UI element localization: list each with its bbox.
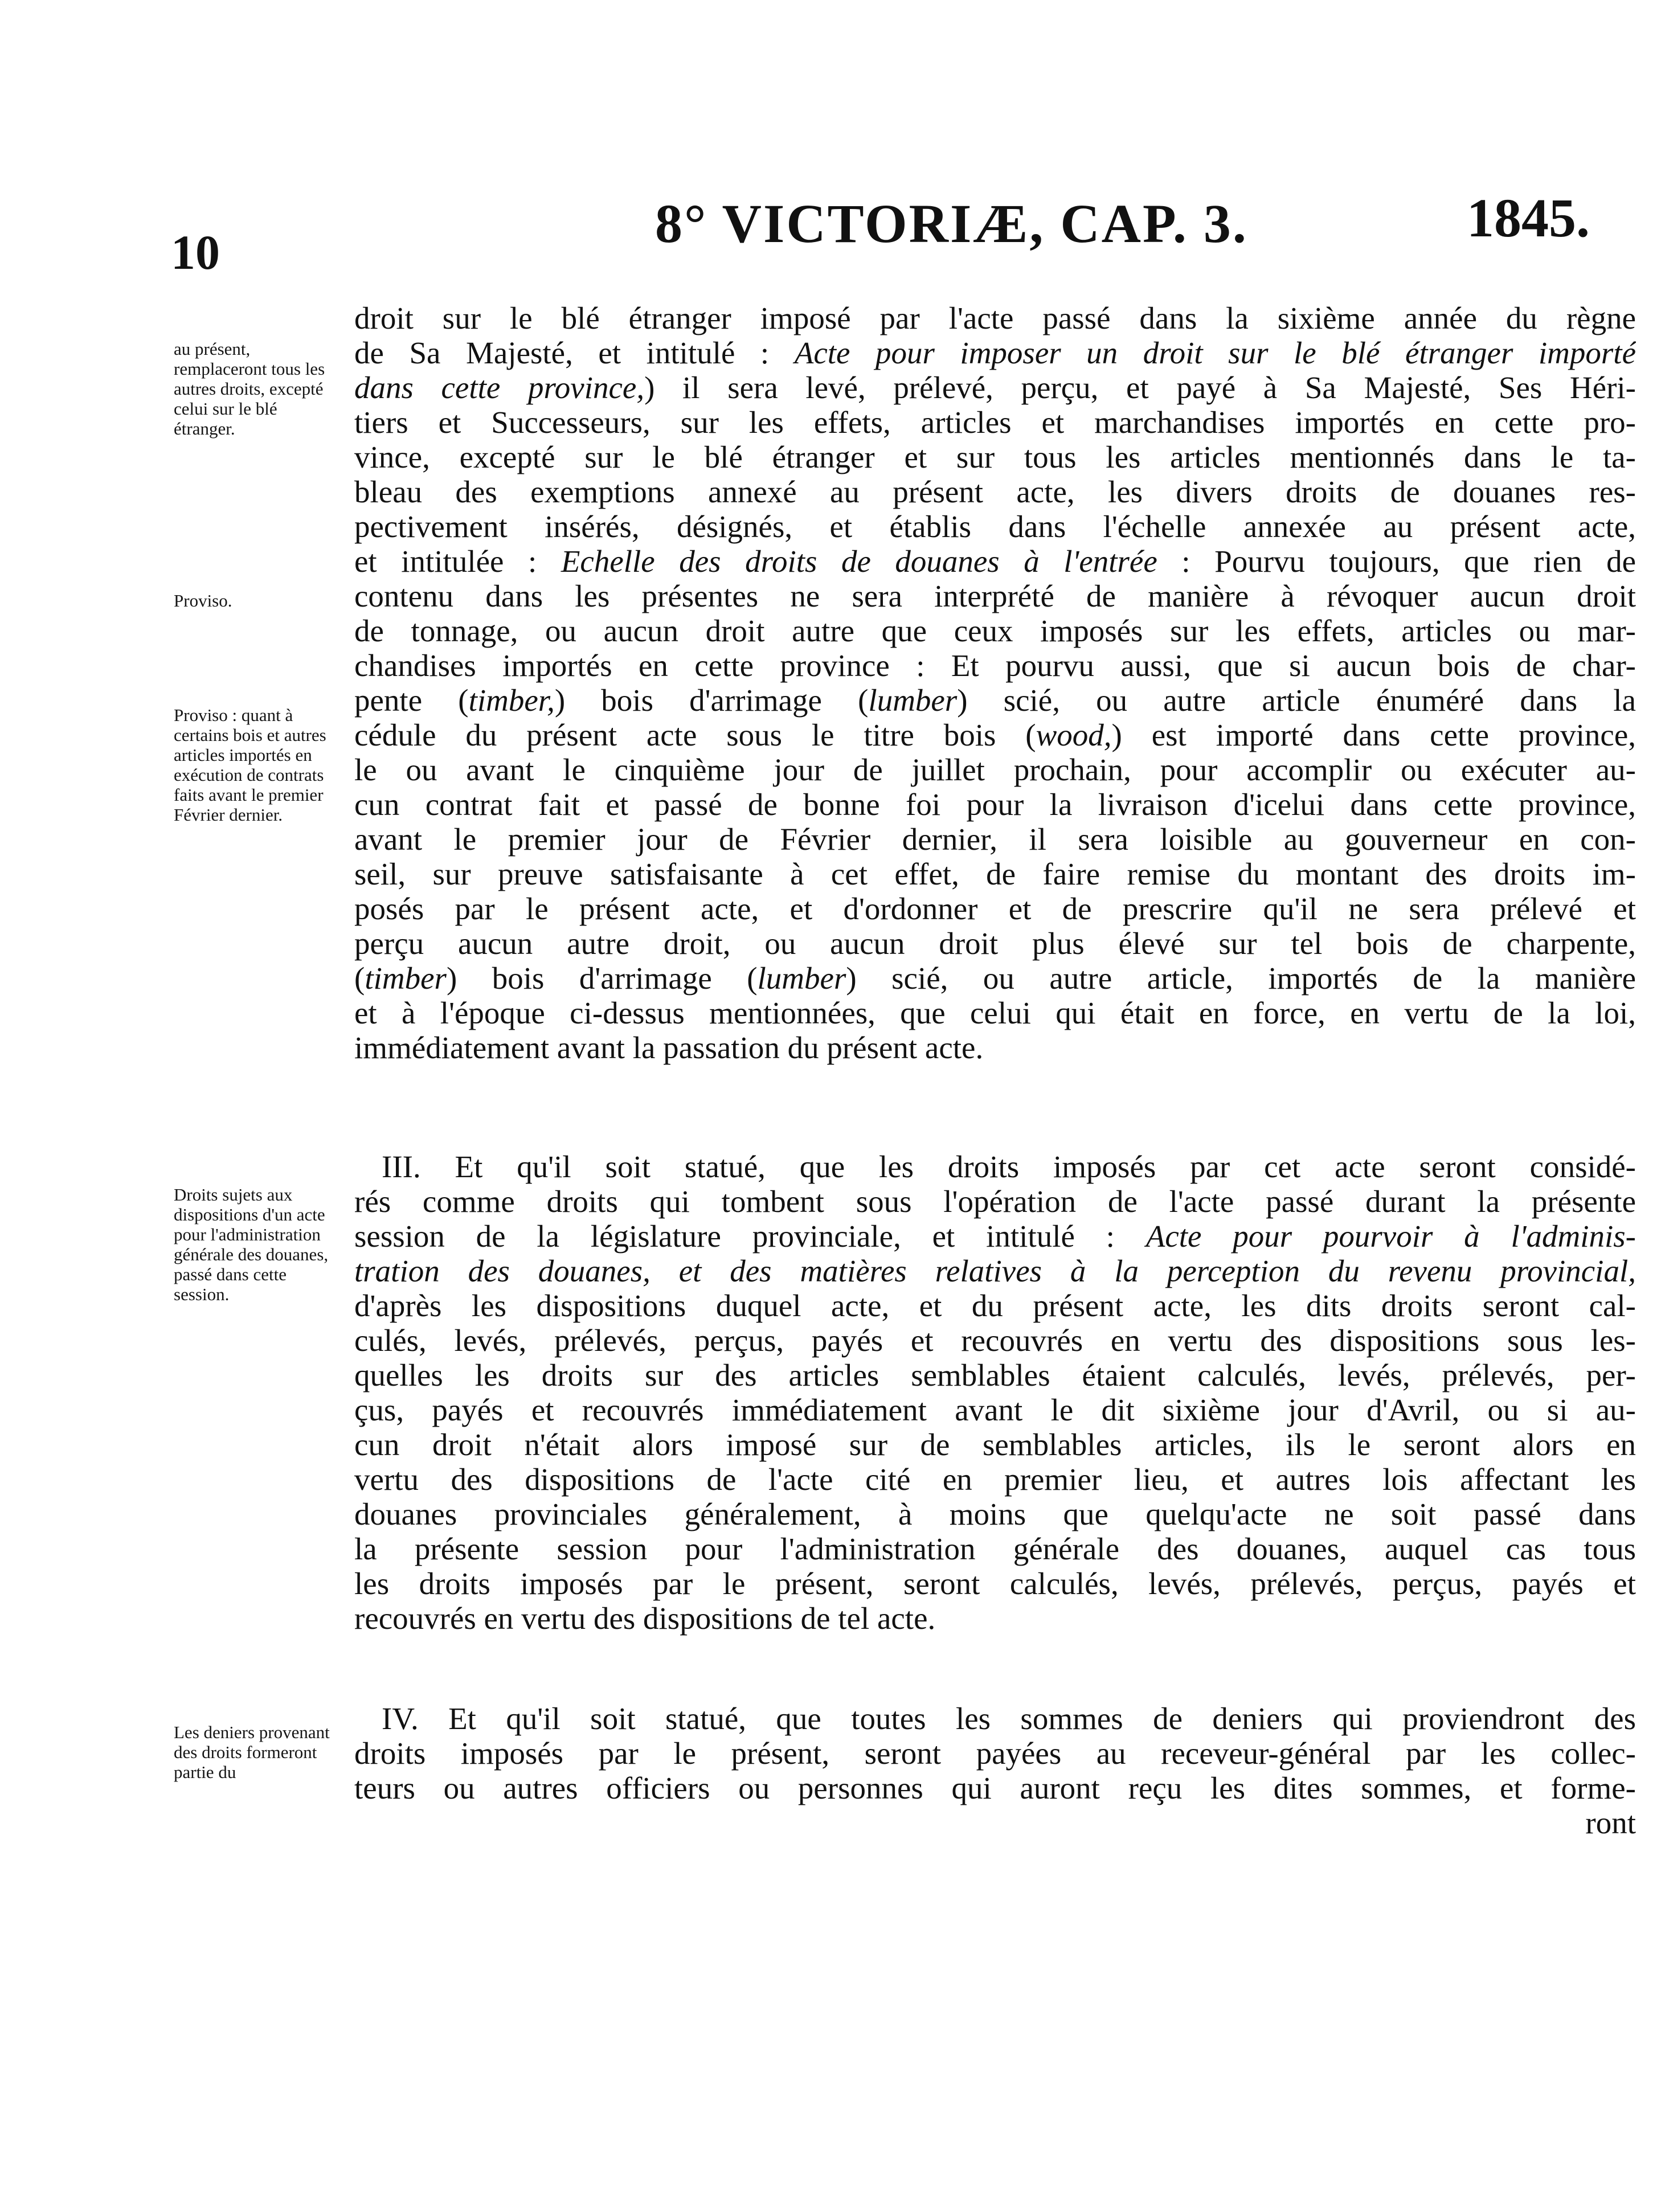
text-line [354,1030,1636,1065]
text-segment: ) bois d'arrimage ( [554,683,869,718]
text-line [354,1736,1636,1771]
text-segment: tiers et Successeurs, sur les effets, articles et marchandises importés en cette pro- [354,405,1636,440]
text-line [354,1566,1636,1601]
text-segment: vertu des dispositions de l'acte cité en premier lieu, et autres lois affectant les [354,1462,1636,1497]
text-line [354,1392,1636,1427]
header-year: 1845. [1467,187,1590,248]
text-segment: cédule du présent acte sous le titre bois ( [354,718,1036,752]
text-line [354,1601,1636,1636]
text-segment: le ou avant le cinquième jour de juillet prochain, pour accomplir ou exécuter au- [354,752,1636,787]
text-line [354,509,1636,544]
italic-text: timber [365,961,447,996]
text-segment: recouvrés en vertu des dispositions de tel acte. [354,1601,936,1636]
page-number: 10 [171,225,220,280]
text-segment: session de la législature provinciale, et intitulé : [354,1219,1146,1254]
text-segment: la présente session pour l'administration générale des douanes, auquel cas tous [354,1531,1636,1566]
italic-text: Acte pour pourvoir à l'adminis- [1145,1219,1636,1254]
margin-note-proviso-timber: Proviso : quant à certains bois et autres articles importés en exécution de contrats faits avant le premier Février dernier. [174,705,326,825]
text-segment: de Sa Majesté, et intitulé : [354,335,795,370]
text-line [354,961,1636,996]
text-line [354,613,1636,648]
text-segment: teurs ou autres officiers ou personnes qui auront reçu les dites sommes, et forme- [354,1771,1636,1805]
text-segment: d'après les dispositions duquel acte, et du présent acte, les dits droits seront cal- [354,1288,1636,1323]
text-segment: ) scié, ou autre article énuméré dans la [957,683,1636,718]
text-segment: perçu aucun autre droit, ou aucun droit plus élevé sur tel bois de charpente, [354,926,1636,961]
text-line [354,1531,1636,1566]
text-line [354,1771,1636,1805]
text-segment: ) est importé dans cette province, [1111,718,1636,752]
text-segment: : Pourvu toujours, que rien de [1157,544,1636,579]
text-segment: les droits imposés par le présent, seront calculés, levés, prélevés, perçus, payés et [354,1566,1636,1601]
text-line [354,857,1636,891]
text-segment: droits imposés par le présent, seront payées au receveur-général par les collec- [354,1736,1636,1771]
text-segment: et à l'époque ci-dessus mentionnées, que celui qui était en force, en vertu de la loi, [354,996,1636,1030]
text-segment: ) scié, ou autre article, importés de la manière [846,961,1636,996]
paragraph-section-3 [354,1149,1636,1636]
text-line [354,1427,1636,1462]
text-segment: pectivement insérés, désignés, et établis dans l'échelle annexée au présent acte, [354,509,1636,544]
text-segment: droit sur le blé étranger imposé par l'acte passé dans la sixième année du règne [354,301,1636,335]
text-line [354,996,1636,1030]
margin-note-moneys: Les deniers provenant des droits formeront partie du [174,1722,330,1782]
text-line [354,370,1636,405]
text-segment: et intitulée : [354,544,561,579]
text-line [354,787,1636,822]
text-segment: ront [1585,1805,1636,1840]
text-segment: avant le premier jour de Février dernier, il sera loisible au gouverneur en con- [354,822,1636,857]
text-segment: chandises importés en cette province : Et pourvu aussi, que si aucun bois de char- [354,648,1636,683]
italic-text: Acte pour imposer un droit sur le blé étranger importé [794,335,1636,370]
italic-text: lumber [868,683,958,718]
text-line [354,683,1636,718]
italic-text: lumber [757,961,846,996]
text-line [354,1184,1636,1219]
text-line [354,301,1636,335]
text-line [354,1323,1636,1358]
text-segment: douanes provinciales généralement, à moins que quelqu'acte ne soit passé dans [354,1497,1636,1531]
text-segment: IV. Et qu'il soit statué, que toutes les sommes de deniers qui proviendront des [382,1701,1636,1736]
text-segment: ( [354,961,365,996]
text-line [354,926,1636,961]
text-segment: immédiatement avant la passation du présent acte. [354,1030,984,1065]
text-line [354,718,1636,752]
text-line [354,1462,1636,1497]
text-line [354,891,1636,926]
text-segment: rés comme droits qui tombent sous l'opération de l'acte passé durant la présente [354,1184,1636,1219]
text-line [354,1149,1636,1184]
italic-text: timber, [468,683,555,718]
italic-text: Echelle des droits de douanes à l'entrée [560,544,1157,579]
text-line [354,405,1636,440]
text-line [354,1805,1636,1840]
margin-note: au présent, remplaceront tous les autres droits, excepté celui sur le blé étranger. [174,339,325,439]
text-segment: ) bois d'arrimage ( [446,961,758,996]
text-line [354,822,1636,857]
paragraph [354,301,1636,1065]
text-segment: pente ( [354,683,469,718]
text-segment: ) il sera levé, prélevé, perçu, et payé à Sa Majesté, Ses Héri- [644,370,1636,405]
running-title: 8° VICTORIÆ, CAP. 3. [655,193,1248,254]
text-segment: contenu dans les présentes ne sera interprété de manière à révoquer aucun droit [354,579,1636,613]
italic-text: wood, [1036,718,1112,752]
text-segment: cun contrat fait et passé de bonne foi pour la livraison d'icelui dans cette province, [354,787,1636,822]
text-line [354,1358,1636,1392]
italic-text: dans cette province, [354,370,645,405]
text-segment: posés par le présent acte, et d'ordonner et de prescrire qu'il ne sera prélevé et [354,891,1636,926]
text-line [354,335,1636,370]
text-segment: culés, levés, prélevés, perçus, payés et recouvrés en vertu des dispositions sous les- [354,1323,1636,1358]
text-line [354,648,1636,683]
text-line [354,1288,1636,1323]
italic-text: tration des douanes, et des matières relatives à la perception du revenu provincial, [354,1254,1636,1288]
text-segment: quelles les droits sur des articles semblables étaient calculés, levés, prélevés, per- [354,1358,1636,1392]
text-line [354,544,1636,579]
text-line [354,579,1636,613]
text-line [354,1701,1636,1736]
margin-note-proviso: Proviso. [174,591,232,611]
margin-note-customs-act: Droits sujets aux dispositions d'un acte pour l'administration générale des douanes, passé dans cette session. [174,1185,329,1304]
text-line [354,1219,1636,1254]
text-segment: vince, excepté sur le blé étranger et sur tous les articles mentionnés dans le ta- [354,440,1636,474]
text-line [354,474,1636,509]
text-line [354,1497,1636,1531]
text-line [354,752,1636,787]
text-segment: bleau des exemptions annexé au présent acte, les divers droits de douanes res- [354,474,1636,509]
text-segment: çus, payés et recouvrés immédiatement avant le dit sixième jour d'Avril, ou si au- [354,1392,1636,1427]
text-line [354,440,1636,474]
text-line [354,1254,1636,1288]
text-segment: cun droit n'était alors imposé sur de semblables articles, ils le seront alors en [354,1427,1636,1462]
text-segment: de tonnage, ou aucun droit autre que ceux imposés sur les effets, articles ou mar- [354,613,1636,648]
text-segment: III. Et qu'il soit statué, que les droits imposés par cet acte seront considé- [382,1149,1636,1184]
text-segment: seil, sur preuve satisfaisante à cet effet, de faire remise du montant des droits im- [354,857,1636,891]
paragraph-section-4 [354,1701,1636,1840]
page-header [0,179,1657,280]
